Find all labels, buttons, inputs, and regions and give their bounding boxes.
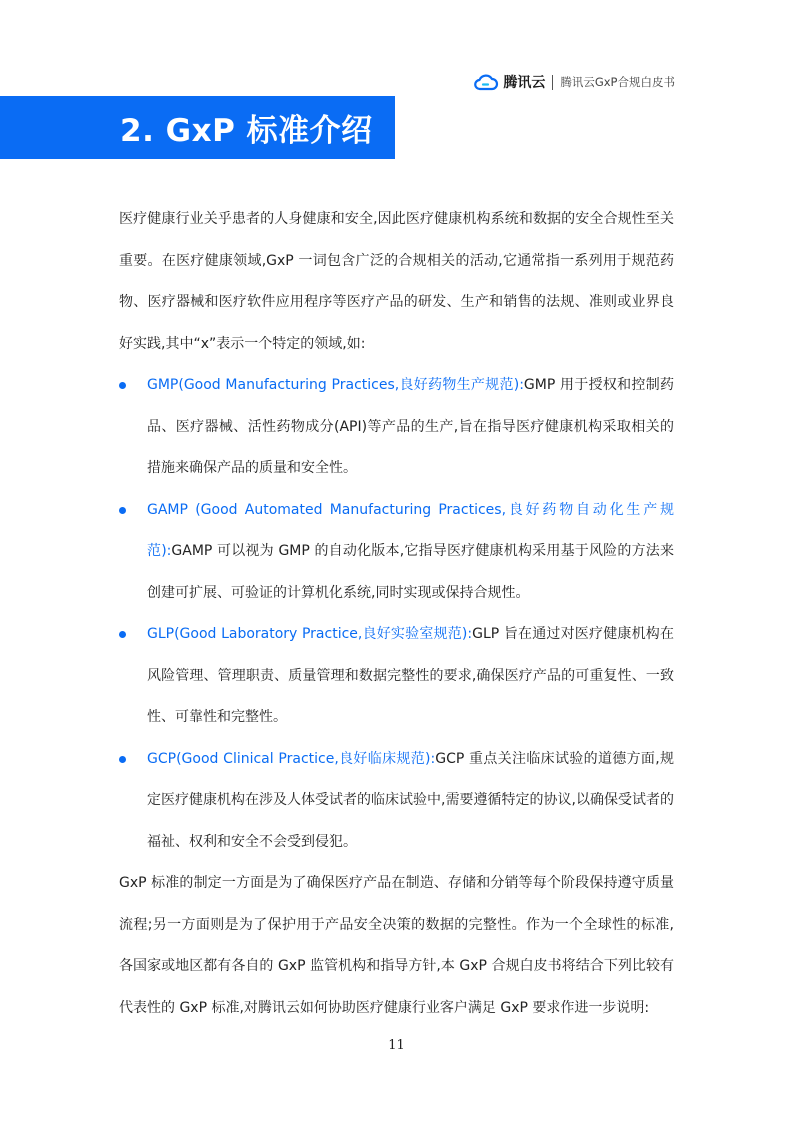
list-item-term: GAMP (Good Automated Manufacturing Practices,良好药物自动化生产规范):	[147, 501, 674, 559]
list-item-term: GCP(Good Clinical Practice,良好临床规范):	[147, 750, 436, 767]
section-title: 2. GxP 标准介绍	[120, 113, 373, 149]
bullet-icon	[119, 382, 126, 389]
cloud-logo-icon	[473, 73, 499, 91]
list-item-text: GCP 重点关注临床试验的道德方面,规定医疗健康机构在涉及人体受试者的临床试验中,需要遵循特定的协议,以确保受试者的福祉、权利和安全不会受到侵犯。	[147, 750, 674, 850]
header-divider	[552, 75, 553, 90]
body-content	[119, 199, 674, 1029]
list-item-gcp	[119, 739, 674, 864]
intro-paragraph: 医疗健康行业关乎患者的人身健康和安全,因此医疗健康机构系统和数据的安全合规性至关重要。在医疗健康领域,GxP 一词包含广泛的合规相关的活动,它通常指一系列用于规范药物、医疗器械和医疗软件应用程序等医疗产品的研发、生产和销售的法规、准则或业界良好实践,其中“x”表示一个特定的领域,如:	[119, 211, 674, 352]
list-item-text: GMP 用于授权和控制药品、医疗器械、活性药物成分(API)等产品的生产,旨在指导医疗健康机构采取相关的措施来确保产品的质量和安全性。	[147, 377, 674, 476]
list-item-text: GLP 旨在通过对医疗健康机构在风险管理、管理职责、质量管理和数据完整性的要求,确保医疗产品的可重复性、一致性、可靠性和完整性。	[147, 626, 674, 725]
list-item-term: GLP(Good Laboratory Practice,良好实验室规范):	[147, 626, 473, 642]
list-item-text: GAMP 可以视为 GMP 的自动化版本,它指导医疗健康机构采用基于风险的方法来创建可扩展、可验证的计算机化系统,同时实现或保持合规性。	[147, 543, 674, 601]
page-header	[473, 72, 675, 92]
list-item-gamp	[119, 490, 674, 615]
closing-paragraph: GxP 标准的制定一方面是为了确保医疗产品在制造、存储和分销等每个阶段保持遵守质量流程;另一方面则是为了保护用于产品安全决策的数据的完整性。作为一个全球性的标准,各国家或地区都有各自的 GxP 监管机构和指导方针,本 GxP 合规白皮书将结合下列比较有代表性的 GxP 标准,对腾讯云如何协助医疗健康行业客户满足 GxP 要求作进一步说明:	[119, 875, 674, 1016]
list-item-term: GMP(Good Manufacturing Practices,良好药物生产规范):	[147, 377, 524, 393]
list-item-gmp	[119, 365, 674, 490]
gxp-list	[119, 365, 674, 863]
bullet-icon	[119, 507, 126, 514]
bullet-icon	[119, 756, 126, 763]
bullet-icon	[119, 631, 126, 638]
logo-text: 腾讯云	[503, 75, 546, 91]
page-number: 11	[388, 1038, 405, 1053]
header-subtitle: 腾讯云GxP合规白皮书	[560, 75, 675, 89]
section-title-bar	[0, 96, 395, 159]
list-item-glp	[119, 614, 674, 739]
